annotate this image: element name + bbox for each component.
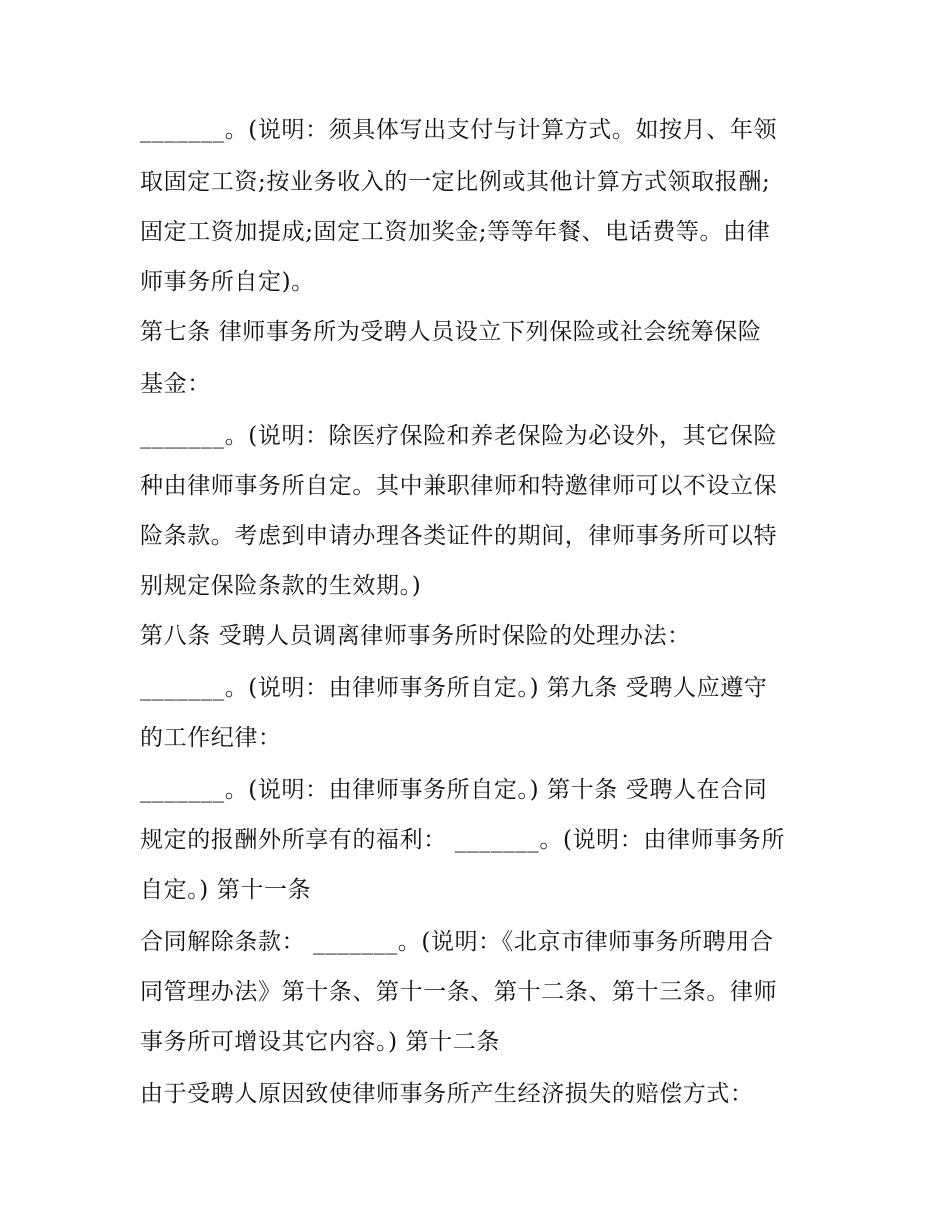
text-line: _______。(说明：由律师事务所自定。) 第九条 受聘人应遵守 [140, 675, 768, 701]
text-line: 由于受聘人原因致使律师事务所产生经济损失的赔偿方式： [140, 1081, 754, 1107]
text-line: 合同解除条款： _______。(说明：《北京市律师事务所聘用合 [140, 929, 774, 955]
text-line: _______。(说明：除医疗保险和养老保险为必设外，其它保险 [140, 423, 778, 449]
text-line: 同管理办法》第十条、第十一条、第十二条、第十三条。律师 [140, 979, 778, 1005]
text-line: 规定的报酬外所享有的福利： _______。(说明：由律师事务所 [140, 827, 785, 853]
text-line: 第七条 律师事务所为受聘人员设立下列保险或社会统筹保险 [140, 319, 762, 345]
text-line: 师事务所自定)。 [140, 269, 315, 295]
text-line: _______。(说明：由律师事务所自定。) 第十条 受聘人在合同 [140, 777, 768, 803]
text-line: _______。(说明：须具体写出支付与计算方式。如按月、年领 [140, 117, 778, 143]
text-line: 别规定保险条款的生效期。) [140, 573, 422, 599]
text-line: 固定工资加提成;固定工资加奖金;等等年餐、电话费等。由律 [140, 219, 771, 245]
text-line: 自定。) 第十一条 [140, 877, 312, 903]
text-line: 取固定工资;按业务收入的一定比例或其他计算方式领取报酬; [140, 169, 771, 195]
text-line: 种由律师事务所自定。其中兼职律师和特邀律师可以不设立保 [140, 473, 778, 499]
text-line: 事务所可增设其它内容。) 第十二条 [140, 1029, 500, 1055]
text-line: 第八条 受聘人员调离律师事务所时保险的处理办法： [140, 623, 691, 649]
text-line: 基金： [140, 371, 211, 397]
text-line: 险条款。考虑到申请办理各类证件的期间，律师事务所可以特 [140, 523, 778, 549]
text-line: 的工作纪律： [140, 725, 282, 751]
